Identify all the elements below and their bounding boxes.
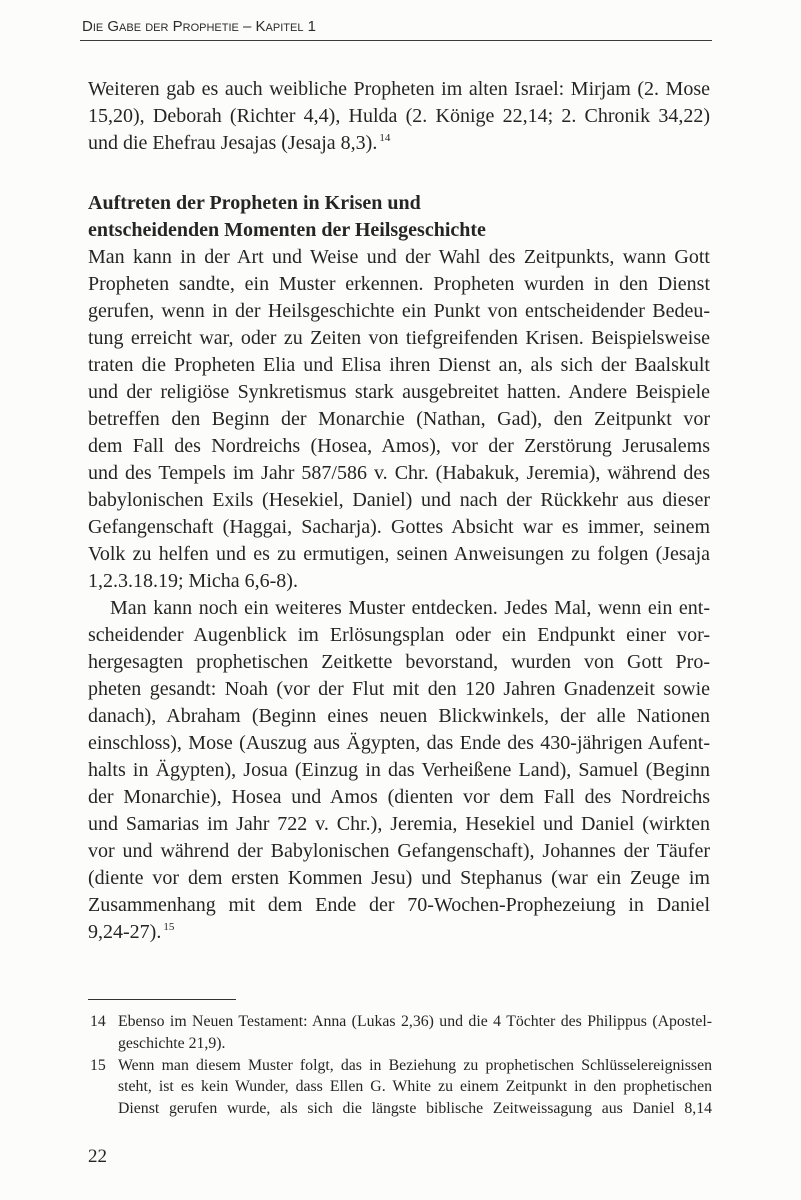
text-line: Volk zu helfen und es zu ermutigen, seinen Anweisungen zu folgen (Jesaja (88, 543, 710, 565)
text-line: 15,20), Deborah (Richter 4,4), Hulda (2. Könige 22,14; 2. Chronik 34,22) (88, 105, 710, 127)
text-line: gerufen, wenn in der Heilsgeschichte ein Punkt von entscheidender Bedeu- (88, 300, 710, 322)
footnote-rule (88, 999, 236, 1000)
footnote-line: geschichte 21,9). (118, 1034, 226, 1052)
text-line: Man kann noch ein weiteres Muster entdecken. Jedes Mal, wenn ein ent- (110, 597, 710, 619)
footnote-line: Wenn man diesem Muster folgt, das in Beziehung zu prophetischen Schlüsselereignissen (118, 1056, 712, 1074)
text-line: und Samarias im Jahr 722 v. Chr.), Jeremia, Hesekiel und Daniel (wirkten (88, 813, 710, 835)
page-number: 22 (88, 1146, 107, 1167)
text-line: betreffen den Beginn der Monarchie (Nathan, Gad), den Zeitpunkt vor (88, 408, 710, 430)
footnote-number: 14 (90, 1013, 106, 1030)
heading-line: entscheidenden Momenten der Heilsgeschichte (88, 219, 486, 241)
footnote-number: 15 (90, 1056, 106, 1074)
text-line: einschloss), Mose (Auszug aus Ägypten, das Ende des 430-jährigen Aufent- (88, 732, 710, 754)
text-line: pheten gesandt: Noah (vor der Flut mit den 120 Jahren Gnadenzeit sowie (88, 678, 710, 700)
text-line: scheidender Augenblick im Erlösungsplan oder ein Endpunkt einer vor- (88, 624, 710, 646)
heading-line: Auftreten der Propheten in Krisen und (88, 192, 421, 214)
footnote-line: steht, ist es kein Wunder, dass Ellen G. White zu einem Zeitpunkt in den prophetischen (118, 1078, 712, 1096)
text-line: (diente vor dem ersten Kommen Jesu) und Stephanus (war ein Zeuge im (88, 867, 710, 889)
header-rule (80, 40, 712, 41)
running-head: Die Gabe der Prophetie – Kapitel 1 (82, 18, 316, 35)
text-line: traten die Propheten Elia und Elisa ihren Dienst an, als sich der Baalskult (88, 354, 710, 376)
text-line: dem Fall des Nordreichs (Hosea, Amos), vor der Zerstörung Jerusalems (88, 435, 710, 457)
text-line-content: 9,24-27). (88, 921, 162, 943)
footnote-15 (88, 1055, 712, 1120)
paragraph-3 (88, 595, 710, 946)
text-line: danach), Abraham (Beginn eines neuen Blickwinkels, der alle Nationen (88, 705, 710, 727)
text-line: 1,2.3.18.19; Micha 6,6-8). (88, 570, 298, 592)
footnote-ref-15: 15 (163, 921, 175, 933)
footnote-line: Dienst gerufen wurde, als sich die längste biblische Zeitweissagung aus Daniel 8,14 (118, 1100, 712, 1118)
text-line: Gefangenschaft (Haggai, Sacharja). Gottes Absicht war es immer, seinem (88, 516, 710, 538)
footnote-ref-14: 14 (379, 132, 391, 144)
text-line (88, 130, 710, 157)
text-line: hergesagten prophetischen Zeitkette bevorstand, wurden von Gott Pro- (88, 651, 710, 673)
text-line: tung erreicht war, oder zu Zeiten von tiefgreifenden Krisen. Beispielsweise (88, 327, 710, 349)
text-line-content: und die Ehefrau Jesajas (Jesaja 8,3). (88, 132, 378, 154)
text-line: Propheten sandte, ein Muster erkennen. Propheten wurden in den Dienst (88, 273, 710, 295)
text-line: der Monarchie), Hosea und Amos (dienten vor dem Fall des Nordreichs (88, 786, 710, 808)
main-text-flow (88, 190, 710, 946)
text-line: babylonischen Exils (Hesekiel, Daniel) und nach der Rückkehr aus dieser (88, 489, 710, 511)
text-line: vor und während der Babylonischen Gefangenschaft), Johannes der Täufer (88, 840, 710, 862)
text-line: Man kann in der Art und Weise und der Wahl des Zeitpunkts, wann Gott (88, 246, 710, 268)
footnote-line: Ebenso im Neuen Testament: Anna (Lukas 2,36) und die 4 Töchter des Philippus (Apostel- (118, 1013, 712, 1030)
text-line: Zusammenhang mit dem Ende der 70-Wochen-Prophezeiung in Daniel (88, 894, 710, 916)
paragraph-2 (88, 244, 710, 595)
text-line: und des Tempels im Jahr 587/586 v. Chr. (Habakuk, Jeremia), während des (88, 462, 710, 484)
text-line (88, 919, 710, 946)
footnotes (88, 1011, 712, 1120)
text-line: halts in Ägypten), Josua (Einzug in das Verheißene Land), Samuel (Beginn (88, 759, 710, 781)
section-heading (88, 190, 710, 244)
paragraph-1 (88, 76, 710, 157)
text-line: Weiteren gab es auch weibliche Propheten im alten Israel: Mirjam (2. Mose (88, 78, 710, 100)
footnote-14 (88, 1011, 712, 1055)
text-line: und der religiöse Synkretismus stark ausgebreitet hatten. Andere Beispiele (88, 381, 710, 403)
